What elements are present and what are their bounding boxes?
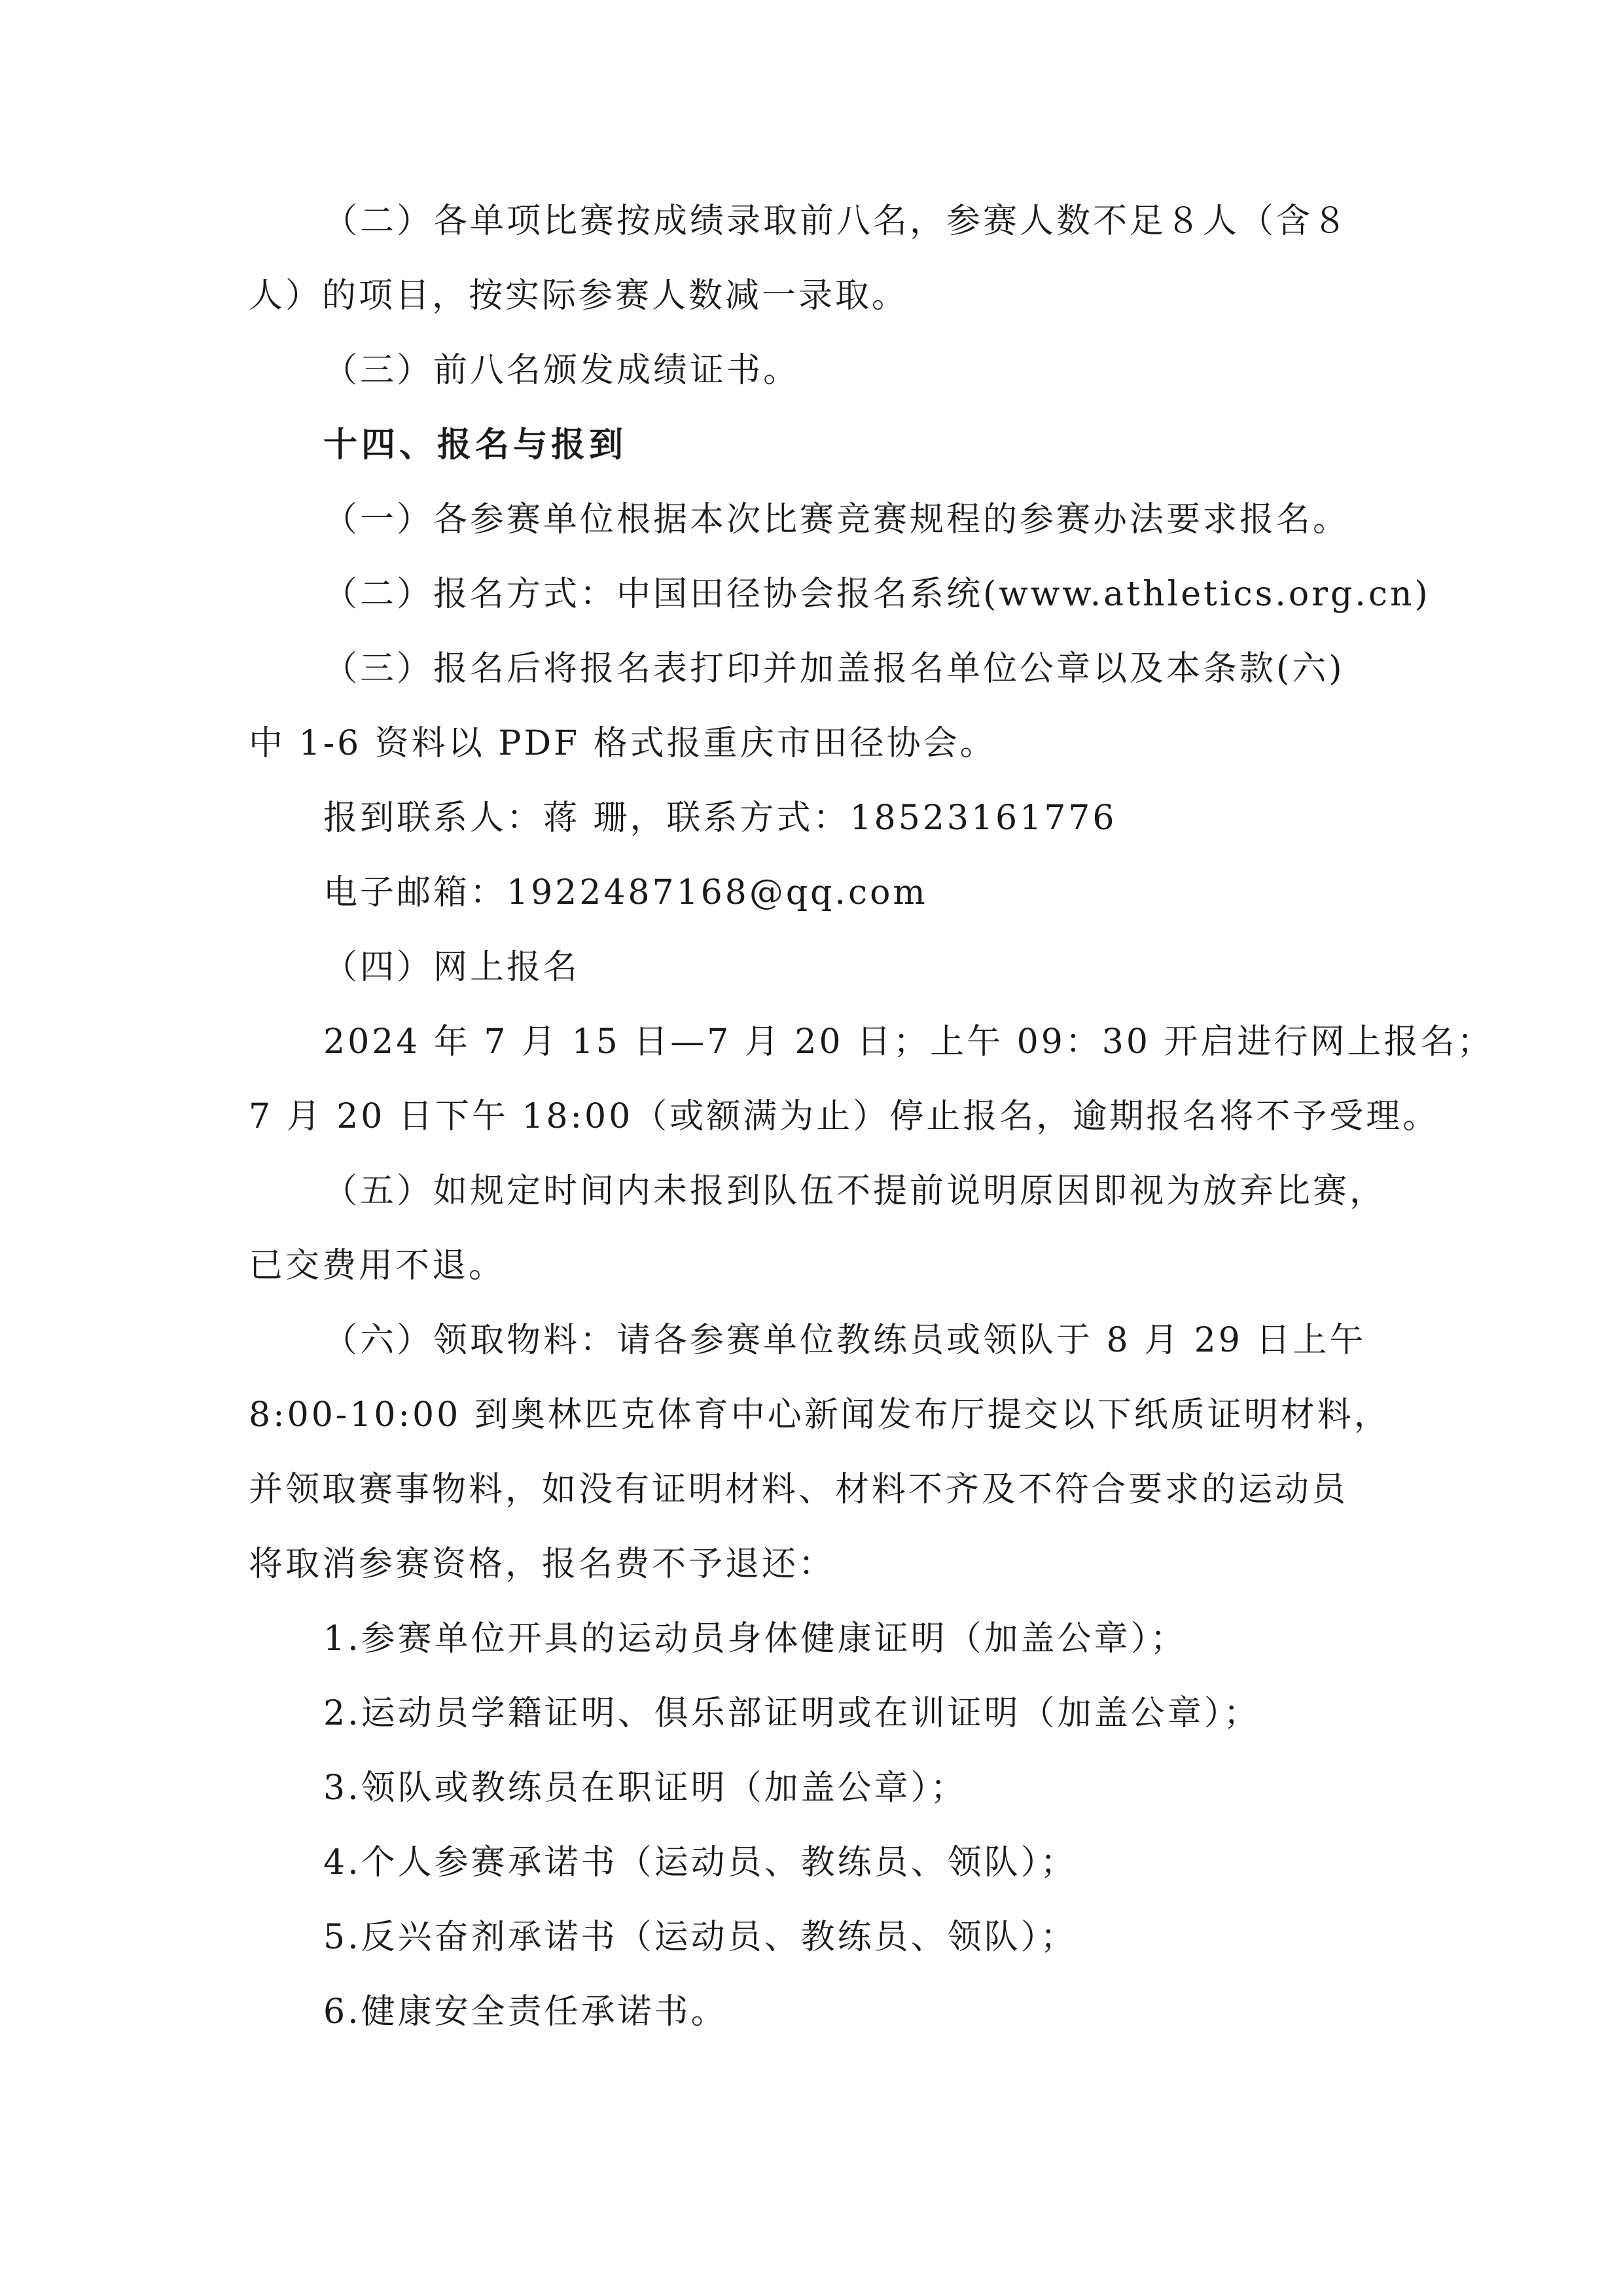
registration-item-6-line-4: 将取消参赛资格，报名费不予退还： [249, 1545, 836, 1584]
registration-item-4-heading: （四）网上报名 [323, 948, 580, 987]
material-list-item-5: 5.反兴奋剂承诺书（运动员、教练员、领队）； [323, 1918, 1077, 1957]
registration-item-5-line-2: 已交费用不退。 [249, 1246, 506, 1285]
registration-item-3-line-2: 中 1-6 资料以 PDF 格式报重庆市田径协会。 [249, 724, 997, 763]
material-list-item-2: 2.运动员学籍证明、俱乐部证明或在训证明（加盖公章）； [323, 1694, 1260, 1733]
registration-item-6-line-3: 并领取赛事物料，如没有证明材料、材料不齐及不符合要求的运动员 [249, 1470, 1349, 1509]
para-2-ranking-line-2: 人）的项目，按实际参赛人数减一录取。 [249, 276, 909, 315]
contact-person: 报到联系人：蒋 珊，联系方式：18523161776 [323, 798, 1117, 838]
section-heading-14: 十四、报名与报到 [323, 425, 628, 465]
material-list-item-3: 3.领队或教练员在职证明（加盖公章）； [323, 1768, 967, 1808]
registration-item-3-line-1: （三）报名后将报名表打印并加盖报名单位公章以及本条款(六) [323, 649, 1345, 689]
registration-item-5-line-1: （五）如规定时间内未报到队伍不提前说明原因即视为放弃比赛， [323, 1172, 1387, 1211]
material-list-item-1: 1.参赛单位开具的运动员身体健康证明（加盖公章）； [323, 1619, 1187, 1659]
registration-item-6-line-1: （六）领取物料：请各参赛单位教练员或领队于 8 月 29 日上午 [323, 1321, 1366, 1360]
registration-item-6-line-2: 8:00-10:00 到奥林匹克体育中心新闻发布厅提交以下纸质证明材料， [249, 1395, 1391, 1435]
para-3-certificate: （三）前八名颁发成绩证书。 [323, 351, 800, 390]
online-registration-line-2: 7 月 20 日下午 18:00（或额满为止）停止报名，逾期报名将不予受理。 [249, 1097, 1440, 1136]
registration-item-2: （二）报名方式：中国田径协会报名系统(www.athletics.org.cn) [323, 575, 1431, 614]
material-list-item-4: 4.个人参赛承诺书（运动员、教练员、领队）； [323, 1843, 1077, 1882]
contact-email: 电子邮箱：1922487168@qq.com [323, 873, 928, 912]
online-registration-line-1: 2024 年 7 月 15 日—7 月 20 日；上午 09：30 开启进行网上报名； [323, 1022, 1494, 1062]
para-2-ranking-line-1: （二）各单项比赛按成绩录取前八名，参赛人数不足８人（含８ [323, 202, 1350, 241]
registration-item-1: （一）各参赛单位根据本次比赛竞赛规程的参赛办法要求报名。 [323, 500, 1350, 539]
material-list-item-6: 6.健康安全责任承诺书。 [323, 1992, 728, 2032]
